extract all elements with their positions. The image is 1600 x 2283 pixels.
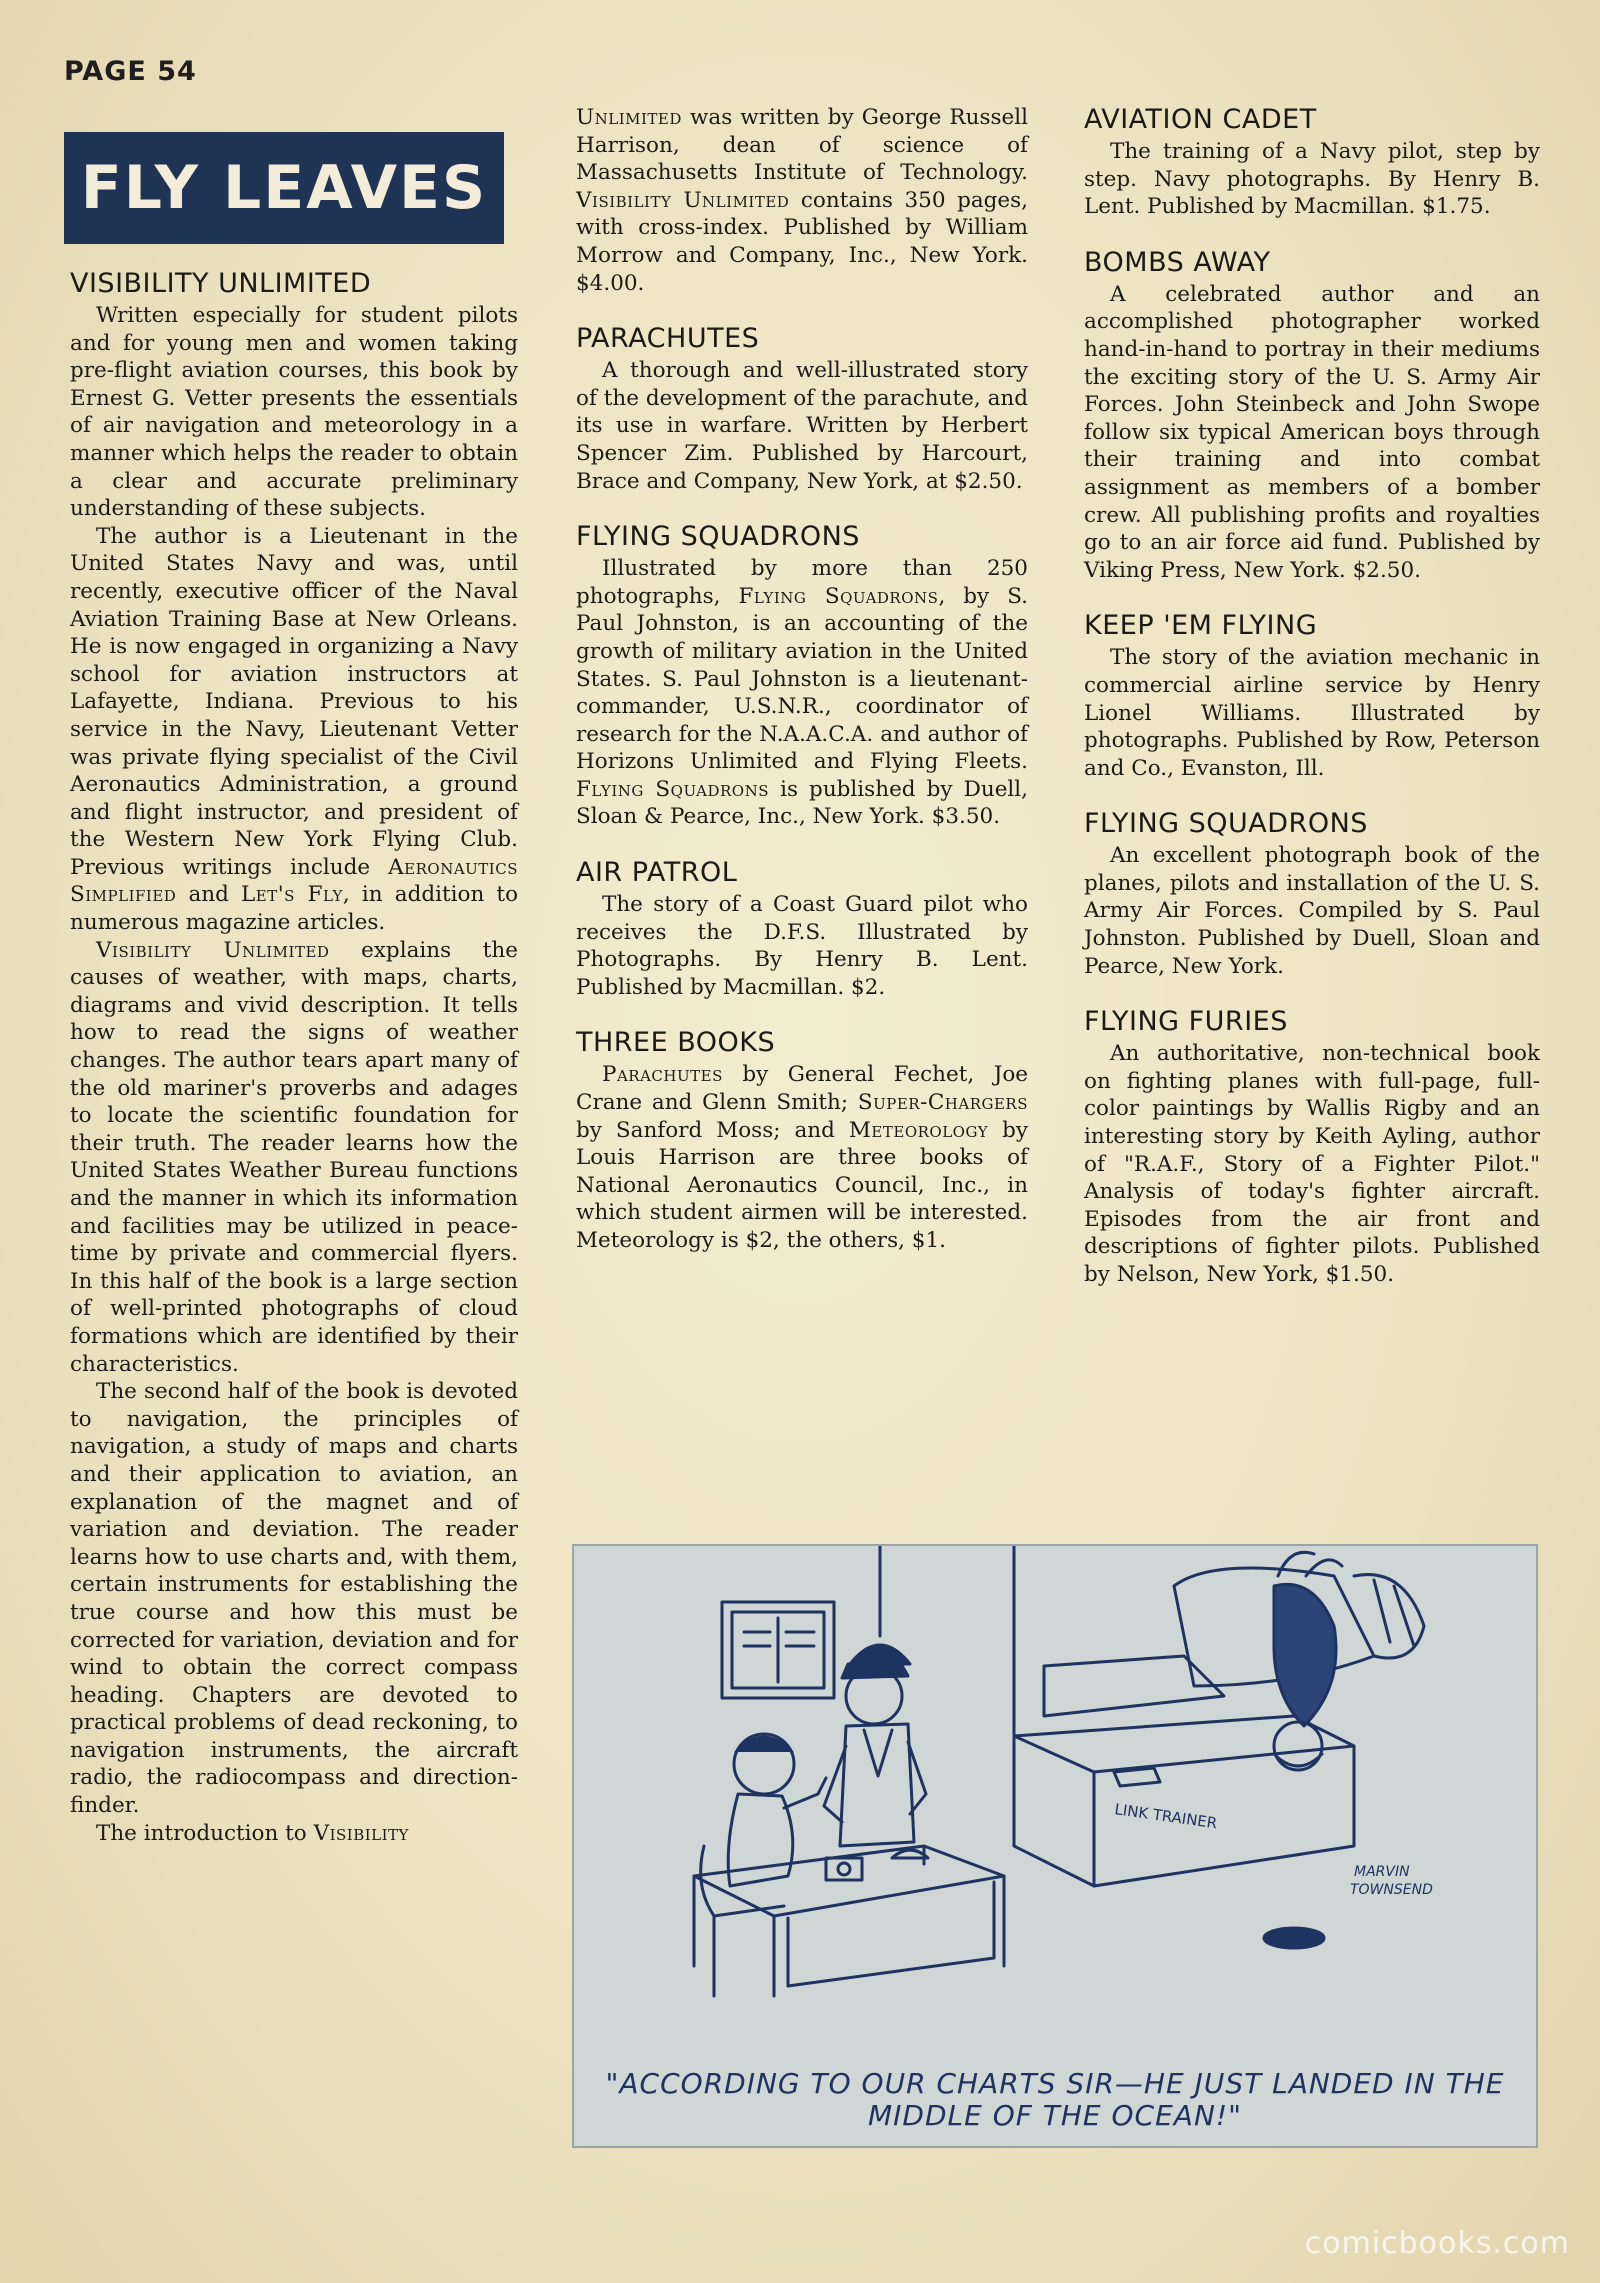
review-heading: AVIATION CADET [1084, 104, 1317, 135]
review-flying-squadrons-2 [1084, 808, 1540, 980]
upside-down-pilot-body [1274, 1584, 1336, 1726]
review-heading: THREE BOOKS [576, 1027, 776, 1059]
book-title: Flying Squadrons [576, 776, 769, 802]
review-keep-em-flying [1084, 610, 1540, 782]
telephone-icon [826, 1858, 862, 1880]
cartoon-panel [572, 1544, 1538, 2148]
caption-line-2: MIDDLE OF THE OCEAN!" [867, 2099, 1242, 2132]
review-text: Illustrated by more than 250 photographs, [576, 556, 1028, 609]
book-title: Unlimited [576, 105, 682, 130]
review-flying-furies [1084, 1006, 1540, 1288]
review-bombs-away [1084, 247, 1540, 585]
book-title: Aeronautics Simplified [70, 854, 518, 908]
column-3 [1084, 104, 1540, 1315]
book-title: Visibility [313, 1820, 409, 1846]
section-banner [64, 132, 504, 244]
review-aviation-cadet [1084, 104, 1540, 221]
desk-front [788, 1882, 994, 1986]
review-paragraph [70, 1820, 518, 1848]
review-paragraph: The second half of the book is devoted to navigation, the principles of navigation, a study of maps and charts and their application to aviation, an explanation of the magnet and of variation and deviation. The reader learns how to use charts and, with them, certain instruments for establishing the true course and how this must be corrected for variation, deviation and for wind to obtain the correct compass heading. Chapters are devoted to practical problems of dead reckoning, to navigation instruments, the aircraft radio, the radiocompass and direction-finder. [70, 1379, 518, 1819]
watermark: comicbooks.com [1304, 2226, 1570, 2261]
book-title: Let's Fly [241, 882, 343, 908]
review-air-patrol [576, 857, 1028, 1001]
review-text: The author is a Lieutenant in the United States Navy and was, until recently, executive officer of the Naval Aviation Training Base at New Orleans. He is now engaged in organizing a Navy school for aviation instructors at Lafayette, Indiana. Previous to his service in the Navy, Lieutenant Vetter was private flying specialist of the Civil Aeronautics Administration, a ground and flight instructor, and president of the Western New York Flying Club. Previous writings include [70, 523, 518, 880]
review-heading: KEEP 'EM FLYING [1084, 610, 1318, 642]
review-heading: FLYING SQUADRONS [576, 521, 860, 553]
review-paragraph: An excellent photograph book of the planes, pilots and installation of the U. S. Army Air Forces. Compiled by S. Paul Johnston. Published by Duell, Sloan and Pearce, New York. [1084, 843, 1540, 979]
trainer-box [1114, 1768, 1160, 1786]
review-paragraph: A celebrated author and an accomplished photographer worked hand-in-hand to portray in their mediums the exciting story of the U. S. Army Air Forces. John Steinbeck and John Swope follow six typical American boys through their training and into combat assignment as members of a bomber crew. All publishing profits and royalties go to an air force aid fund. Published by Viking Press, New York. $2.50. [1084, 281, 1540, 583]
cartoon-illustration [574, 1546, 1536, 2066]
review-continuation [576, 104, 1028, 297]
review-heading: FLYING SQUADRONS [1084, 808, 1368, 840]
review-paragraph [576, 555, 1028, 831]
review-flying-squadrons [576, 521, 1028, 831]
review-paragraph: Written especially for student pilots and for young men and women taking pre-flight aviation courses, this book by Ernest G. Vetter presents the essentials of air navigation and meteorology in a manner which helps the reader to obtain a clear and accurate preliminary understanding of these subjects. [70, 303, 518, 522]
trainer-tail-ribs [1374, 1580, 1414, 1646]
review-heading: AIR PATROL [576, 857, 738, 889]
review-paragraph: The training of a Navy pilot, step by step. Navy photographs. By Henry B. Lent. Published by Macmillan. $1.75. [1084, 139, 1540, 220]
caption-line-1: "ACCORDING TO OUR CHARTS SIR—HE JUST LANDED IN THE [605, 2067, 1505, 2100]
review-paragraph: An authoritative, non-technical book on fighting planes with full-page, full-color paintings by Wallis Rigby and an interesting story by Keith Ayling, author of "R.A.F., Story of a Fighter Pilot." Analysis of today's fighter aircraft. Episodes from the air front and descriptions of fighter pilots. Published by Nelson, New York, $1.50. [1084, 1041, 1540, 1287]
pilot-legs [1278, 1552, 1342, 1576]
pilot-head [1274, 1722, 1322, 1770]
artist-signature-line2: TOWNSEND [1350, 1882, 1433, 1898]
book-title: Parachutes [602, 1062, 723, 1088]
seated-man-hair [736, 1737, 792, 1752]
puddle [1264, 1928, 1324, 1948]
column-1 [70, 268, 518, 1847]
page-number: PAGE 54 [64, 56, 197, 87]
officer-cap-icon [842, 1662, 908, 1678]
review-paragraph [576, 104, 1028, 297]
review-text: The introduction to [96, 1820, 307, 1846]
review-paragraph [576, 1061, 1028, 1254]
column-2 [576, 104, 1028, 1281]
review-heading: PARACHUTES [576, 323, 760, 355]
book-title: Visibility Unlimited [576, 187, 790, 213]
review-text: is published by Duell, Sloan & Pearce, Inc., New York. $3.50. [576, 776, 1029, 830]
artist-signature-line1: MARVIN [1354, 1864, 1410, 1880]
cartoon-caption [574, 2068, 1536, 2132]
review-parachutes [576, 323, 1028, 495]
wall-chart-lines [744, 1618, 814, 1682]
review-three-books [576, 1027, 1028, 1254]
review-paragraph [70, 523, 518, 937]
link-trainer-base [1014, 1716, 1354, 1886]
review-paragraph: The story of a Coast Guard pilot who receives the D.F.S. Illustrated by Photographs. By Henry B. Lent. Published by Macmillan. $2. [576, 892, 1028, 1000]
review-text: , by S. Paul Johnston, is an accounting of the growth of military aviation in the United States. S. Paul Johnston is a lieutenant-commander, U.S.N.R., coordinator of research for the N.A.A.C.A. and author of Horizons Unlimited and Flying Fleets. [576, 583, 1029, 775]
review-text: by Sanford Moss; and [576, 1117, 849, 1143]
review-text: by General Fechet, Joe Crane and Glenn Smith; [576, 1062, 1028, 1116]
link-trainer-sign: LINK TRAINER [1113, 1800, 1219, 1833]
review-text: , in addition to numerous magazine articles. [70, 882, 519, 936]
review-paragraph: A thorough and well-illustrated story of the development of the parachute, and its use in warfare. Written by Herbert Spencer Zim. Published by Harcourt, Brace and Company, New York, at $2.50. [576, 358, 1028, 494]
review-text: explains the causes of weather, with maps, charts, diagrams and vivid description. It tells how to read the signs of weather changes. The author tears apart many of the old mariner's proverbs and adages to locate the scientific foundation for their truth. The reader learns how the United States Weather Bureau functions and the manner in which its information and facilities may be utilized in peace-time by private and commercial flyers. In this half of the book is a large section of well-printed photographs of cloud formations which are identified by their characteristics. [70, 937, 518, 1377]
review-heading: BOMBS AWAY [1084, 246, 1271, 278]
review-text: was written by George Russell Harrison, dean of science of Massachusetts Institute of Technology. [576, 105, 1028, 186]
review-heading-visibility-unlimited: VISIBILITY UNLIMITED [70, 268, 372, 299]
book-title: Visibility Unlimited [96, 937, 330, 963]
telephone-dial [838, 1863, 850, 1875]
review-text: by Louis Harrison are three books of National Aeronautics Council, Inc., in which student airmen will be interested. Meteorology is $2, the others, $1. [576, 1117, 1028, 1253]
officer-collar [864, 1730, 892, 1776]
officer-body [840, 1724, 914, 1846]
review-heading: FLYING FURIES [1084, 1006, 1288, 1038]
book-title: Flying Squadrons [738, 583, 939, 609]
book-title: Super-Chargers [857, 1090, 1028, 1116]
book-title: Meteorology [848, 1117, 989, 1143]
seated-man-arm [784, 1778, 826, 1808]
review-text: and [176, 882, 242, 908]
review-text: contains 350 pages, with cross-index. Published by William Morrow and Company, Inc., New York. $4.00. [576, 187, 1028, 296]
review-paragraph: The story of the aviation mechanic in commercial airline service by Henry Lionel Williams. Illustrated by photographs. Published by Row, Peterson and Co., Evanston, Ill. [1084, 645, 1540, 781]
banner-title: FLY LEAVES [80, 153, 488, 223]
review-paragraph [70, 937, 518, 1379]
